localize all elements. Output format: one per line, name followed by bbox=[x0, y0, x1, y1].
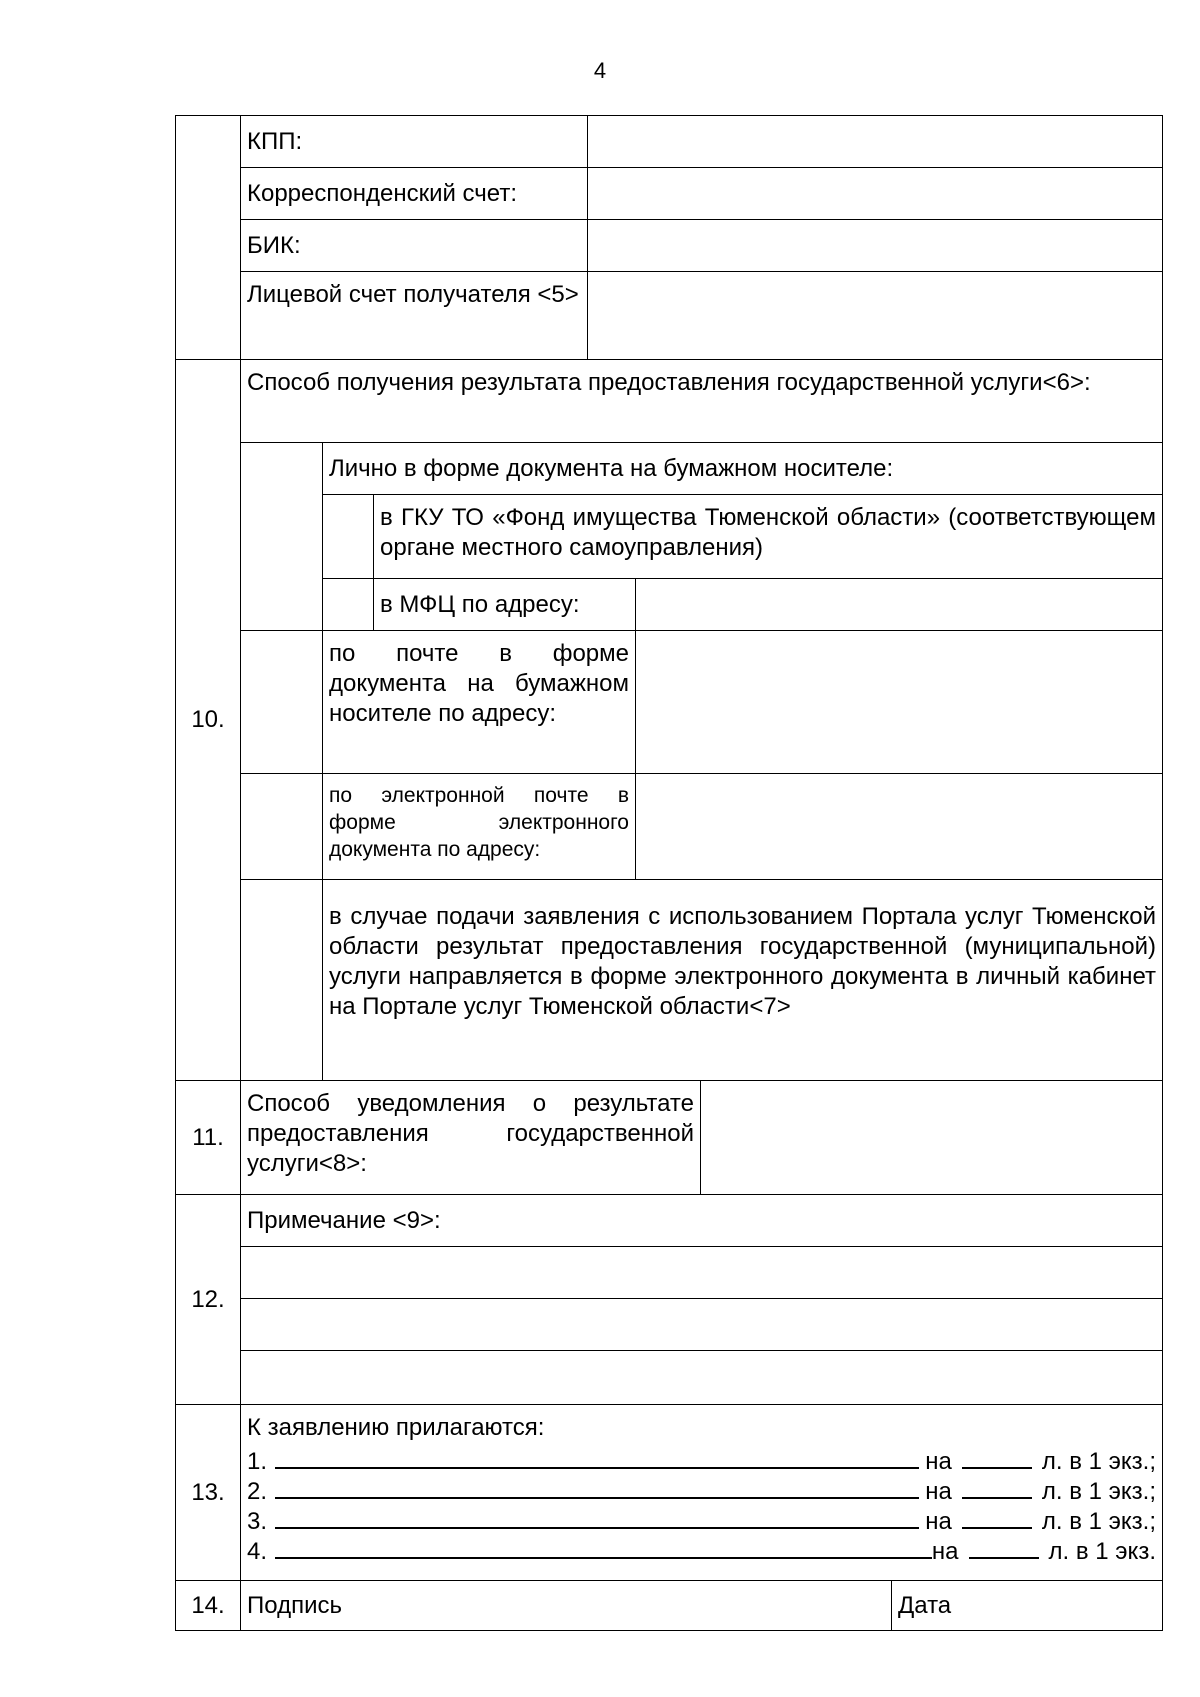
portal-checkbox-cell[interactable] bbox=[240, 879, 323, 1081]
in-person-checkbox-cell[interactable] bbox=[240, 442, 323, 631]
attachment-line bbox=[247, 1533, 1156, 1563]
email-label: по электронной почте в форме электронного документа по адресу: bbox=[322, 773, 636, 880]
attachment-name-field[interactable] bbox=[275, 1443, 919, 1469]
result-method-heading: Способ получения результата предоставления государственной услуги<6>: bbox=[240, 359, 1163, 443]
row-11-number: 11. bbox=[175, 1080, 241, 1195]
attachment-copies-label: л. в 1 экз.; bbox=[1041, 1508, 1156, 1535]
attachment-on-label: на bbox=[931, 1538, 959, 1565]
note-line-3[interactable] bbox=[240, 1350, 1163, 1405]
gku-label: в ГКУ ТО «Фонд имущества Тюменской области» (соответствующем органе местного самоуправления) bbox=[373, 494, 1163, 579]
attachment-on-label: на bbox=[925, 1478, 952, 1505]
mail-checkbox-cell[interactable] bbox=[240, 630, 323, 774]
notification-method-field[interactable] bbox=[700, 1080, 1163, 1195]
personal-account-value-field[interactable] bbox=[587, 271, 1163, 360]
row-10-number: 10. bbox=[175, 359, 241, 1081]
kpp-label: КПП: bbox=[240, 115, 588, 168]
attachment-line bbox=[247, 1503, 1156, 1533]
note-label: Примечание <9>: bbox=[240, 1194, 1163, 1247]
application-form-table bbox=[175, 115, 1163, 1631]
personal-account-label: Лицевой счет получателя <5> bbox=[240, 271, 588, 360]
mfc-address-field[interactable] bbox=[635, 578, 1163, 631]
corr-account-value-field[interactable] bbox=[587, 167, 1163, 220]
attachment-on-label: на bbox=[925, 1448, 952, 1475]
page-number: 4 bbox=[593, 58, 607, 83]
attachment-index: 4. bbox=[247, 1538, 268, 1565]
signature-field[interactable]: Подпись bbox=[240, 1580, 892, 1631]
attachment-sheets-field[interactable] bbox=[962, 1473, 1032, 1499]
corr-account-label: Корреспонденский счет: bbox=[240, 167, 588, 220]
attachments-cell bbox=[240, 1404, 1163, 1581]
attachment-line bbox=[247, 1443, 1156, 1473]
row-12-number: 12. bbox=[175, 1194, 241, 1405]
kpp-value-field[interactable] bbox=[587, 115, 1163, 168]
gku-checkbox-cell[interactable] bbox=[322, 494, 374, 579]
attachment-name-field[interactable] bbox=[275, 1503, 919, 1529]
mail-address-field[interactable] bbox=[635, 630, 1163, 774]
attachments-label: К заявлению прилагаются: bbox=[247, 1414, 545, 1441]
attachment-sheets-field[interactable] bbox=[969, 1533, 1039, 1559]
bik-label: БИК: bbox=[240, 219, 588, 272]
attachment-copies-label: л. в 1 экз.; bbox=[1041, 1448, 1156, 1475]
attachment-on-label: на bbox=[925, 1508, 952, 1535]
note-line-1[interactable] bbox=[240, 1246, 1163, 1299]
bank-details-number-cell bbox=[175, 115, 241, 360]
attachment-name-field[interactable] bbox=[275, 1533, 932, 1559]
attachment-copies-label: л. в 1 экз.; bbox=[1041, 1478, 1156, 1505]
notification-method-label: Способ уведомления о результате предоставления государственной услуги<8>: bbox=[240, 1080, 701, 1195]
row-14-number: 14. bbox=[175, 1580, 241, 1631]
attachment-index: 3. bbox=[247, 1508, 268, 1535]
attachment-sheets-field[interactable] bbox=[962, 1503, 1032, 1529]
mfc-label: в МФЦ по адресу: bbox=[373, 578, 636, 631]
attachment-index: 1. bbox=[247, 1448, 268, 1475]
email-address-field[interactable] bbox=[635, 773, 1163, 880]
bik-value-field[interactable] bbox=[587, 219, 1163, 272]
attachment-copies-label: л. в 1 экз. bbox=[1048, 1538, 1156, 1565]
row-13-number: 13. bbox=[175, 1404, 241, 1581]
attachment-line bbox=[247, 1473, 1156, 1503]
attachment-index: 2. bbox=[247, 1478, 268, 1505]
attachment-name-field[interactable] bbox=[275, 1473, 919, 1499]
in-person-label: Лично в форме документа на бумажном носителе: bbox=[322, 442, 1163, 495]
mail-label: по почте в форме документа на бумажном носителе по адресу: bbox=[322, 630, 636, 774]
email-checkbox-cell[interactable] bbox=[240, 773, 323, 880]
note-line-2[interactable] bbox=[240, 1298, 1163, 1351]
attachment-sheets-field[interactable] bbox=[962, 1443, 1032, 1469]
portal-label: в случае подачи заявления с использованием Портала услуг Тюменской области результат предоставления государственной (муниципальной) услуги направляется в форме электронного документа в личный кабинет на Портале услуг Тюменской области<7> bbox=[322, 879, 1163, 1081]
date-field[interactable]: Дата bbox=[891, 1580, 1163, 1631]
mfc-checkbox-cell[interactable] bbox=[322, 578, 374, 631]
